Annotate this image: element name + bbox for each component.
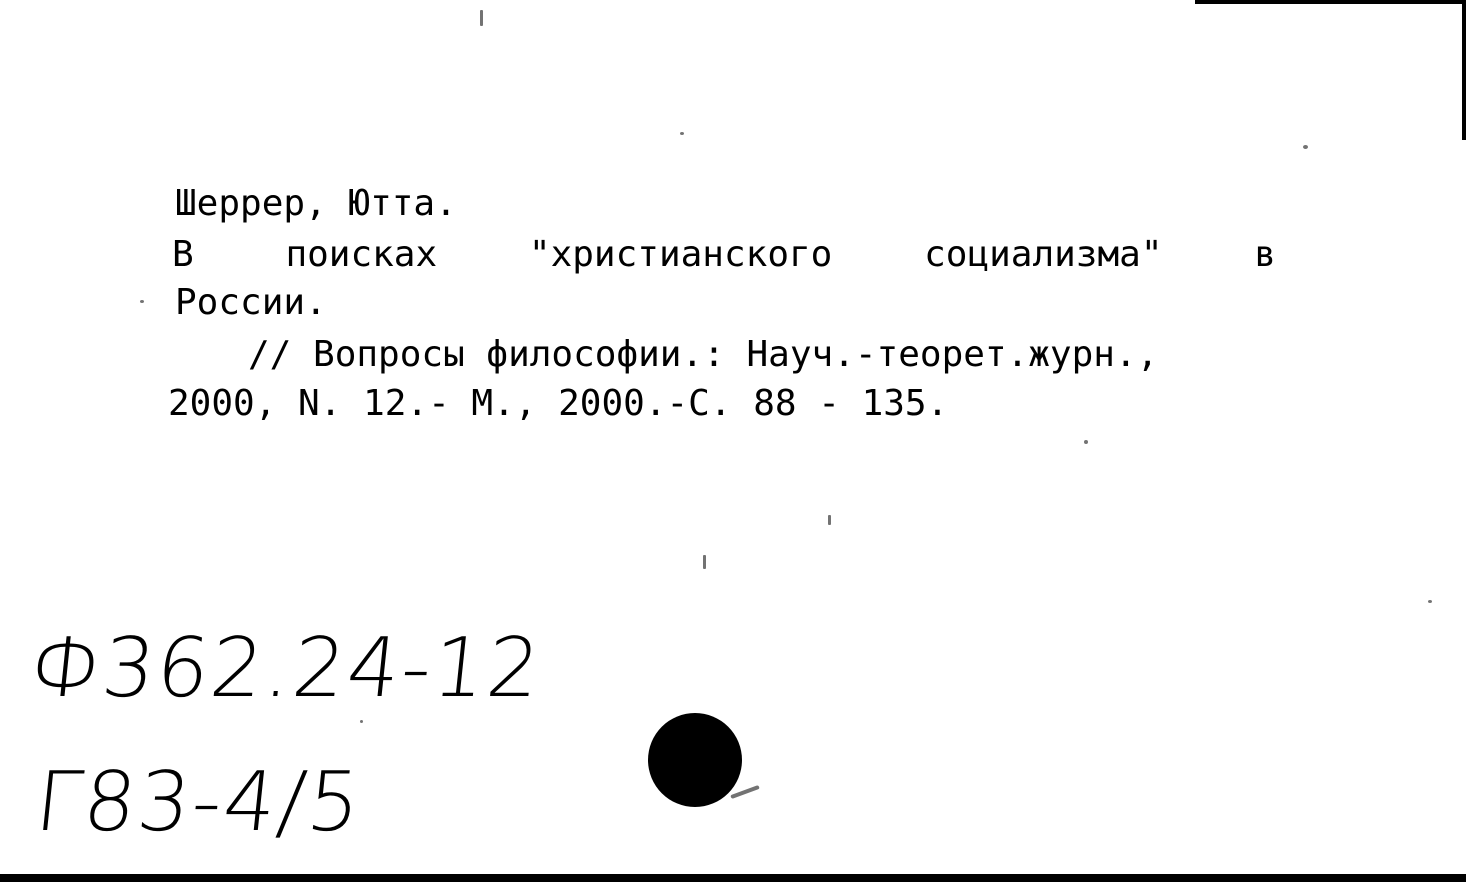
shelfmark-classification: Ф362.24-12 xyxy=(25,621,547,716)
punched-hole-dot xyxy=(648,713,742,807)
scan-speck xyxy=(140,300,144,303)
title-line xyxy=(172,234,1276,275)
scan-speck xyxy=(828,515,831,525)
scan-speck xyxy=(360,720,363,723)
source-line-2: 2000, N. 12.- М., 2000.-С. 88 - 135. xyxy=(168,383,949,424)
scan-speck xyxy=(680,132,684,135)
scan-speck xyxy=(703,555,706,569)
scan-edge-top xyxy=(1195,0,1466,4)
author-line: Шеррер, Ютта. xyxy=(175,183,457,224)
scan-speck xyxy=(1428,600,1432,603)
title-word: В xyxy=(172,234,194,275)
scan-speck xyxy=(1303,145,1308,149)
scan-speck xyxy=(730,785,760,799)
scan-speck xyxy=(1084,440,1088,444)
scan-edge-bottom xyxy=(0,874,1466,882)
title-word: социализма" xyxy=(924,234,1163,275)
source-line-1: // Вопросы философии.: Науч.-теорет.журн., xyxy=(248,334,1159,375)
title-word: поисках xyxy=(285,234,438,275)
title-word: в xyxy=(1254,234,1276,275)
title-end-line: России. xyxy=(175,282,327,323)
scan-edge-right xyxy=(1462,0,1466,140)
title-word: "христианского xyxy=(528,234,833,275)
scan-speck xyxy=(480,10,483,26)
shelfmark-author-mark: Г83-4/5 xyxy=(31,755,367,850)
